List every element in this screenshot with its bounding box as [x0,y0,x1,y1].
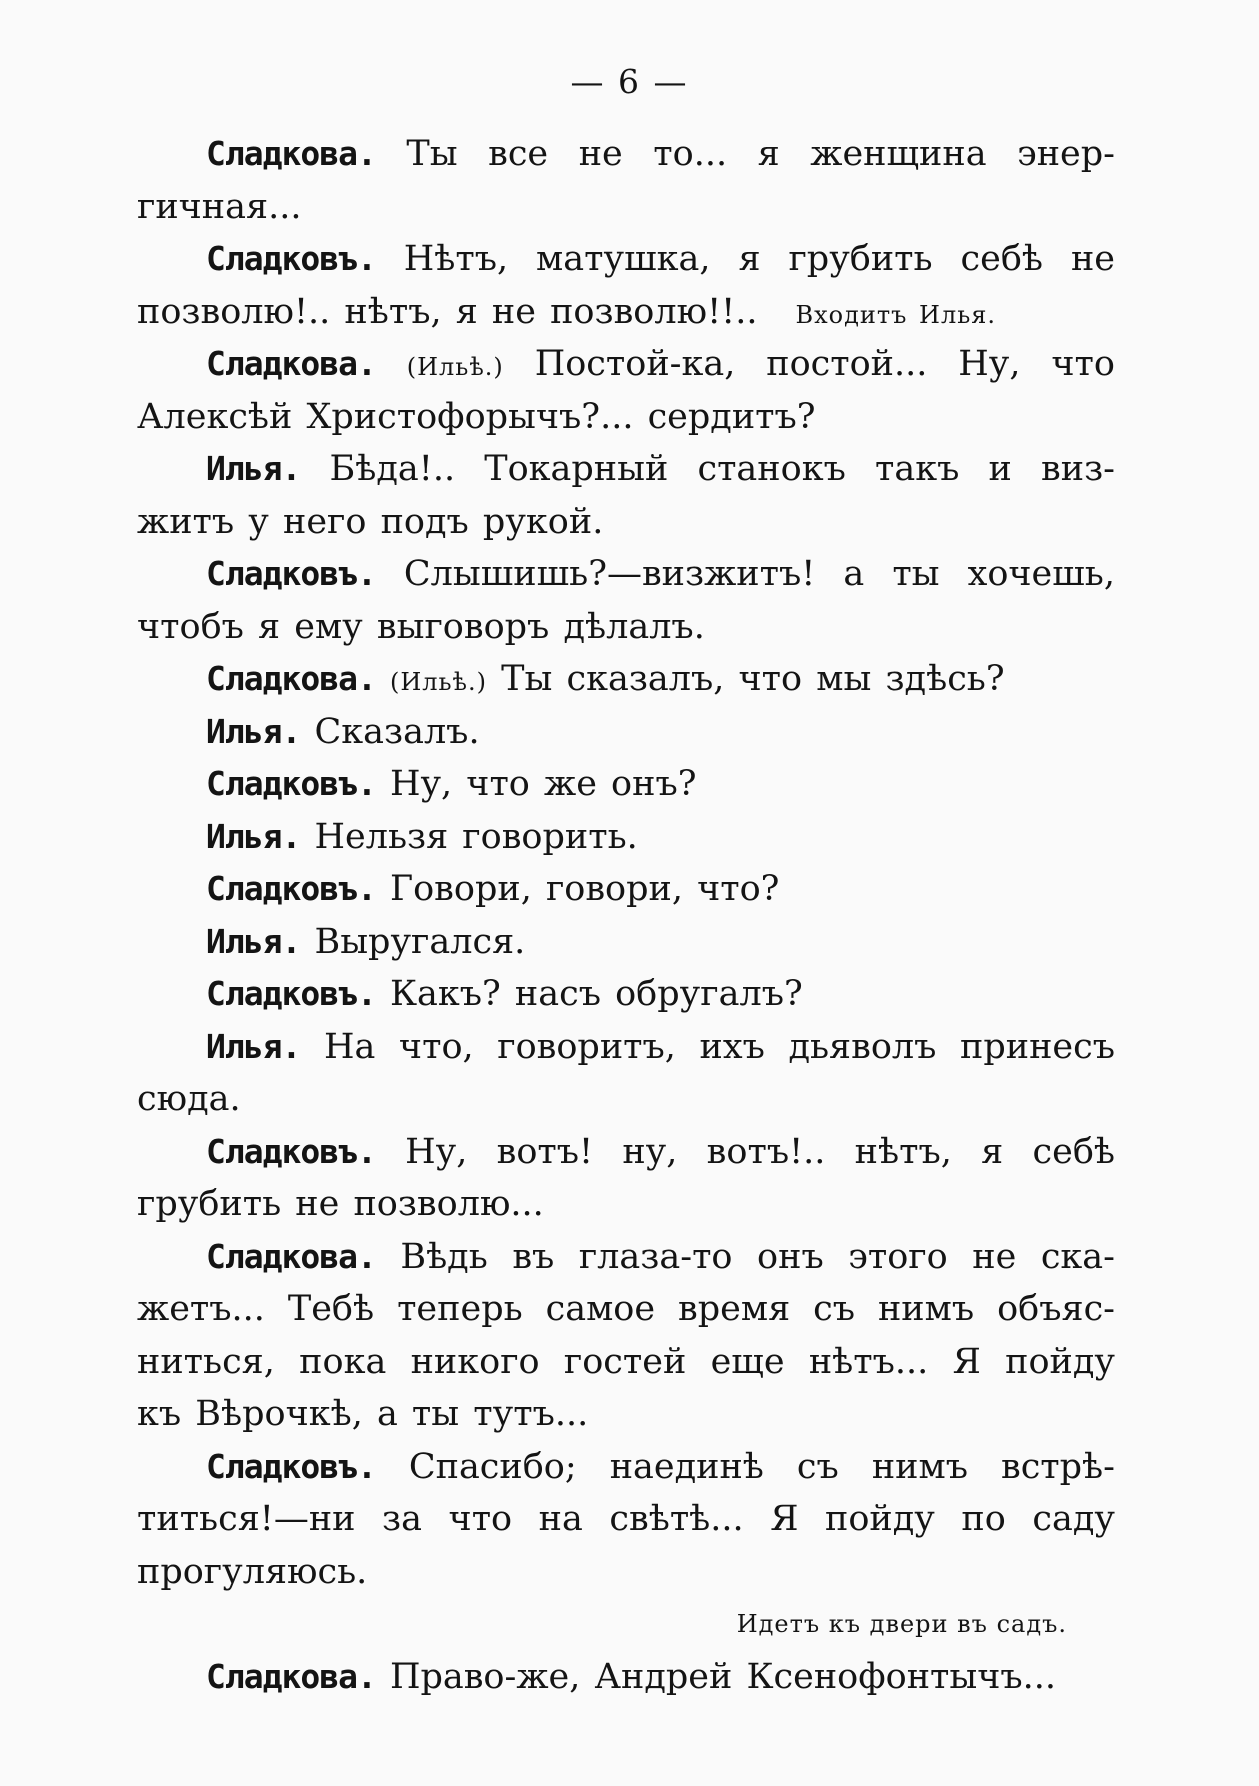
line-text: Спасибо; наединѣ съ нимъ встрѣ- [375,1446,1115,1487]
line-text: житъ у него подъ рукой. [137,501,604,542]
speaker-name: Сладкова. [206,659,376,698]
speaker-name: Сладкова. [206,344,376,383]
line-text: Нельзя говорить. [300,816,638,857]
line-text: сюда. [137,1079,241,1119]
text-line [137,1178,1115,1231]
line-text: Вѣдь въ глаза-то онъ этого не ска- [375,1236,1115,1277]
page-number: — 6 — [570,62,689,101]
text-line [137,181,1115,234]
text-line [137,1231,1115,1284]
speaker-name: Сладковъ. [206,239,376,278]
text-line [137,1388,1115,1441]
text-line [137,443,1115,496]
line-text: ниться, пока никого гостей еще нѣтъ... Я пойду [137,1341,1115,1382]
line-text: Постой-ка, постой... Ну, что [503,344,1115,384]
text-line [137,128,1115,181]
speaker-name: Сладковъ. [206,869,376,908]
text-line [137,653,1115,706]
text-line [137,1283,1115,1336]
stage-direction: Входитъ Илья. [795,300,997,329]
speaker-name: Сладковъ. [206,764,376,803]
text-line [137,1336,1115,1389]
text-line [137,916,1115,969]
speaker-name: Илья. [206,449,301,488]
line-text: къ Вѣрочкѣ, а ты тутъ... [137,1394,589,1434]
speaker-name: Сладкова. [206,134,376,173]
text-line [137,601,1115,654]
line-text: жетъ... Тебѣ теперь самое время съ нимъ объяс- [137,1289,1115,1329]
text-line [137,233,1115,286]
text-line [137,1126,1115,1179]
line-text: грубить не позволю... [137,1184,544,1224]
text-line [137,1021,1115,1074]
stage-direction: Идетъ къ двери въ садъ. [736,1610,1067,1638]
speaker-name: Сладковъ. [206,1131,376,1171]
speaker-name: Сладковъ. [206,554,376,593]
line-text: Ты все не то... я женщина энер- [375,134,1115,174]
speaker-name: Сладковъ. [206,1446,376,1486]
text-line [137,706,1115,759]
line-text: позволю!.. нѣтъ, я не позволю!!.. [137,291,758,332]
line-text: Какъ? насъ обругалъ? [375,974,803,1014]
line-text: Нѣтъ, матушка, я грубить себѣ не [375,239,1115,279]
stage-direction: (Ильѣ.) [389,668,488,696]
line-text: Право-же, Андрей Ксенофонтычъ... [375,1656,1057,1697]
line-text: На что, говоритъ, ихъ дьяволъ принесъ [300,1026,1115,1067]
speaker-name: Илья. [206,816,301,856]
text-line [137,968,1115,1021]
line-text: Говори, говори, что? [375,869,780,909]
text-line [137,1441,1115,1494]
speaker-name: Сладкова. [206,1656,376,1696]
text-line [137,811,1115,864]
line-text: Ну, что же онъ? [375,764,697,804]
text-line [137,758,1115,811]
text-line [137,1546,1115,1599]
line-text: титься!—ни за что на свѣтѣ... Я пойду по саду [137,1499,1115,1539]
line-text: Алексѣй Христофорычъ?... сердитъ? [137,396,816,437]
line-text: Ну, вотъ! ну, вотъ!.. нѣтъ, я себѣ [375,1131,1115,1172]
text-line [137,1073,1115,1126]
text-line [137,1493,1115,1546]
speaker-name: Илья. [206,711,301,751]
speaker-name: Илья. [206,1026,301,1066]
text-line [137,496,1115,549]
text-line [137,1651,1115,1704]
text-line [137,863,1115,916]
line-text: Выругался. [300,921,526,962]
line-text: чтобъ я ему выговоръ дѣлалъ. [137,606,705,647]
text-line [137,338,1115,391]
line-text: Бѣда!.. Токарный станокъ такъ и виз- [300,449,1115,489]
speaker-name: Сладковъ. [206,974,376,1013]
line-text: гичная... [137,186,302,227]
speaker-name: Сладкова. [206,1236,376,1276]
text-line [137,548,1115,601]
text-line [137,286,1115,339]
dialogue-text [137,128,1115,1703]
stage-direction: (Ильѣ.) [406,353,504,381]
line-text: Ты сказалъ, что мы здѣсь? [487,659,1005,699]
line-text: прогуляюсь. [137,1551,368,1592]
speaker-name: Илья. [206,921,301,961]
line-text: Слышишь?—визжитъ! а ты хочешь, [375,554,1115,594]
line-text: Сказалъ. [300,711,480,752]
text-line [137,391,1115,444]
